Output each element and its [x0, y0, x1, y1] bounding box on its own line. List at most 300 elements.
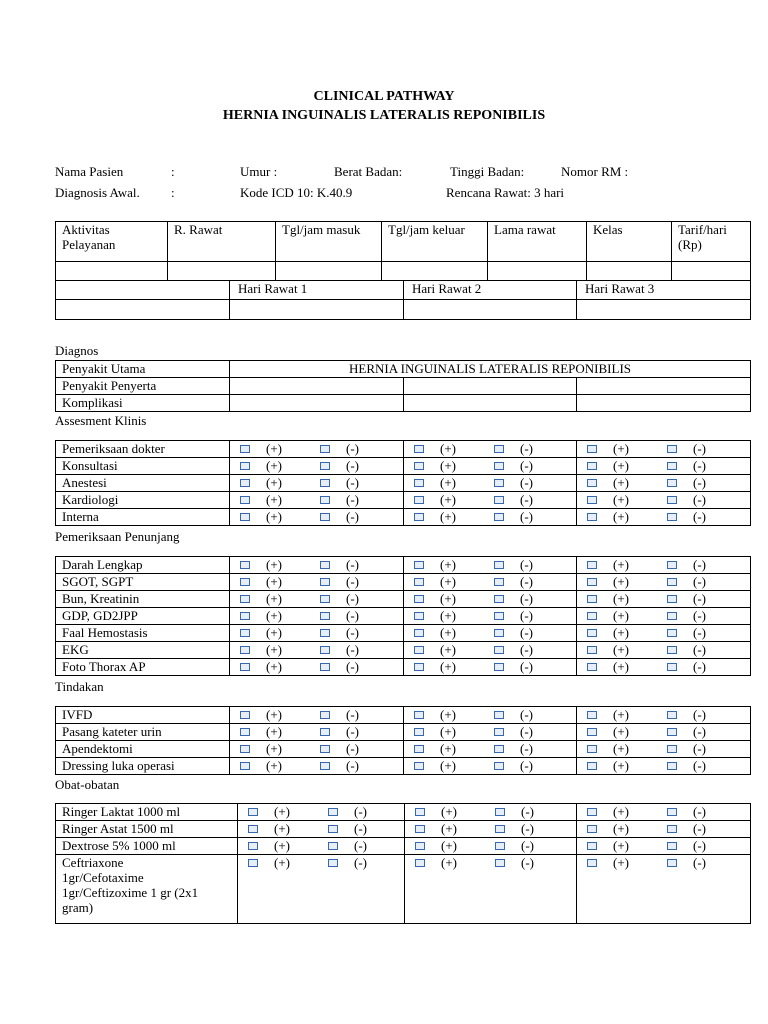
checkbox-positive[interactable]	[415, 842, 425, 850]
option-positive-label: (+)	[440, 707, 456, 722]
option-positive-label: (+)	[266, 574, 282, 589]
checkbox-positive[interactable]	[587, 496, 597, 504]
checkbox-negative[interactable]	[320, 578, 330, 586]
checkbox-negative[interactable]	[494, 578, 504, 586]
option-positive-label: (+)	[440, 492, 456, 507]
table-row	[56, 441, 751, 458]
table-row	[56, 741, 751, 758]
header-tarif: Tarif/hari (Rp)	[672, 222, 751, 262]
checkbox-positive[interactable]	[587, 612, 597, 620]
hari-rawat-2: Hari Rawat 2	[404, 281, 577, 300]
option-negative-label: (-)	[693, 458, 706, 473]
checkbox-positive[interactable]	[240, 711, 250, 719]
checkbox-negative[interactable]	[494, 646, 504, 654]
option-positive-label: (+)	[440, 441, 456, 456]
checkbox-positive[interactable]	[414, 595, 424, 603]
option-negative-label: (-)	[693, 758, 706, 773]
checkbox-positive[interactable]	[415, 808, 425, 816]
option-positive-label: (+)	[440, 659, 456, 674]
option-negative-label: (-)	[520, 492, 533, 507]
table-row	[56, 492, 751, 509]
row-label: Konsultasi	[56, 458, 230, 475]
option-positive-label: (+)	[613, 441, 629, 456]
checkbox-negative[interactable]	[328, 825, 338, 833]
option-cell	[577, 838, 751, 855]
checkbox-negative[interactable]	[494, 762, 504, 770]
checkbox-negative[interactable]	[667, 479, 677, 487]
option-cell	[238, 838, 405, 855]
option-cell	[230, 642, 404, 659]
option-negative-label: (-)	[521, 804, 534, 819]
checkbox-negative[interactable]	[667, 578, 677, 586]
checkbox-negative[interactable]	[320, 646, 330, 654]
checkbox-positive[interactable]	[587, 561, 597, 569]
checkbox-positive[interactable]	[587, 842, 597, 850]
option-positive-label: (+)	[613, 475, 629, 490]
penunjang-table	[55, 556, 751, 676]
table-row	[56, 625, 751, 642]
option-negative-label: (-)	[521, 838, 534, 853]
checkbox-negative[interactable]	[320, 629, 330, 637]
option-positive-label: (+)	[613, 724, 629, 739]
input-cell[interactable]	[230, 300, 404, 320]
checkbox-positive[interactable]	[240, 663, 250, 671]
option-positive-label: (+)	[441, 804, 457, 819]
diagnos-row-label: Penyakit Penyerta	[56, 378, 230, 395]
option-positive-label: (+)	[274, 821, 290, 836]
option-negative-label: (-)	[346, 659, 359, 674]
checkbox-negative[interactable]	[320, 612, 330, 620]
info-table	[55, 221, 751, 281]
option-cell	[577, 855, 751, 924]
option-cell	[230, 574, 404, 591]
checkbox-negative[interactable]	[495, 859, 505, 867]
option-positive-label: (+)	[441, 838, 457, 853]
checkbox-negative[interactable]	[494, 663, 504, 671]
checkbox-negative[interactable]	[320, 513, 330, 521]
checkbox-negative[interactable]	[667, 561, 677, 569]
checkbox-negative[interactable]	[328, 859, 338, 867]
option-positive-label: (+)	[440, 557, 456, 572]
table-row	[56, 475, 751, 492]
option-cell	[577, 608, 751, 625]
option-positive-label: (+)	[613, 855, 629, 870]
option-cell	[577, 804, 751, 821]
input-cell[interactable]	[672, 262, 751, 281]
option-positive-label: (+)	[266, 475, 282, 490]
checkbox-positive[interactable]	[587, 513, 597, 521]
header-kelas: Kelas	[587, 222, 672, 262]
tinggi-badan-label: Tinggi Badan:	[450, 164, 525, 179]
berat-badan-label: Berat Badan:	[334, 164, 403, 179]
option-negative-label: (-)	[520, 625, 533, 640]
checkbox-positive[interactable]	[587, 728, 597, 736]
option-positive-label: (+)	[613, 557, 629, 572]
colon: :	[171, 185, 175, 200]
checkbox-positive[interactable]	[240, 496, 250, 504]
option-positive-label: (+)	[440, 724, 456, 739]
row-label	[56, 855, 238, 924]
option-positive-label: (+)	[440, 642, 456, 657]
option-cell	[404, 707, 577, 724]
option-negative-label: (-)	[693, 591, 706, 606]
table-row	[56, 855, 751, 924]
row-label: EKG	[56, 642, 230, 659]
input-cell[interactable]	[404, 378, 577, 395]
checkbox-negative[interactable]	[667, 825, 677, 833]
option-negative-label: (-)	[346, 458, 359, 473]
input-cell[interactable]	[488, 262, 587, 281]
option-negative-label: (-)	[693, 724, 706, 739]
checkbox-negative[interactable]	[320, 462, 330, 470]
checkbox-positive[interactable]	[414, 513, 424, 521]
diagnos-row-label: Penyakit Utama	[56, 361, 230, 378]
header-aktivitas: Aktivitas Pelayanan	[56, 222, 168, 262]
checkbox-negative[interactable]	[494, 711, 504, 719]
option-negative-label: (-)	[521, 821, 534, 836]
option-negative-label: (-)	[346, 475, 359, 490]
checkbox-positive[interactable]	[240, 561, 250, 569]
option-cell	[577, 557, 751, 574]
checkbox-negative[interactable]	[494, 445, 504, 453]
option-positive-label: (+)	[440, 475, 456, 490]
option-positive-label: (+)	[440, 741, 456, 756]
checkbox-positive[interactable]	[415, 859, 425, 867]
option-cell	[404, 608, 577, 625]
option-cell	[404, 475, 577, 492]
input-cell[interactable]	[230, 395, 404, 412]
checkbox-negative[interactable]	[494, 629, 504, 637]
checkbox-negative[interactable]	[494, 745, 504, 753]
option-negative-label: (-)	[354, 855, 367, 870]
option-negative-label: (-)	[346, 509, 359, 524]
checkbox-negative[interactable]	[667, 595, 677, 603]
checkbox-negative[interactable]	[320, 745, 330, 753]
header-r-rawat: R. Rawat	[168, 222, 276, 262]
checkbox-positive[interactable]	[414, 646, 424, 654]
checkbox-negative[interactable]	[494, 479, 504, 487]
option-negative-label: (-)	[346, 741, 359, 756]
option-positive-label: (+)	[266, 625, 282, 640]
rencana-rawat-label: Rencana Rawat: 3 hari	[446, 185, 565, 200]
option-cell	[577, 492, 751, 509]
checkbox-positive[interactable]	[587, 462, 597, 470]
option-cell	[404, 758, 577, 775]
header-tgl-masuk: Tgl/jam masuk	[276, 222, 382, 262]
option-negative-label: (-)	[693, 557, 706, 572]
checkbox-positive[interactable]	[240, 479, 250, 487]
row-label-line: 1gr/Cefotaxime	[62, 870, 144, 885]
option-cell	[577, 659, 751, 676]
option-negative-label: (-)	[520, 557, 533, 572]
checkbox-negative[interactable]	[667, 808, 677, 816]
checkbox-negative[interactable]	[667, 496, 677, 504]
option-negative-label: (-)	[693, 509, 706, 524]
input-cell[interactable]	[276, 262, 382, 281]
checkbox-positive[interactable]	[587, 479, 597, 487]
checkbox-positive[interactable]	[240, 728, 250, 736]
checkbox-negative[interactable]	[320, 445, 330, 453]
checkbox-positive[interactable]	[414, 612, 424, 620]
checkbox-negative[interactable]	[320, 711, 330, 719]
tindakan-table	[55, 706, 751, 775]
option-negative-label: (-)	[354, 838, 367, 853]
checkbox-positive[interactable]	[240, 445, 250, 453]
option-negative-label: (-)	[346, 441, 359, 456]
checkbox-positive[interactable]	[248, 808, 258, 816]
checkbox-positive[interactable]	[240, 646, 250, 654]
option-positive-label: (+)	[266, 724, 282, 739]
checkbox-positive[interactable]	[414, 711, 424, 719]
option-positive-label: (+)	[266, 608, 282, 623]
checkbox-positive[interactable]	[240, 745, 250, 753]
checkbox-negative[interactable]	[667, 663, 677, 671]
checkbox-positive[interactable]	[240, 578, 250, 586]
checkbox-positive[interactable]	[587, 808, 597, 816]
option-cell	[577, 741, 751, 758]
option-positive-label: (+)	[266, 741, 282, 756]
table-row	[56, 574, 751, 591]
input-cell[interactable]	[404, 300, 577, 320]
input-cell[interactable]	[577, 300, 751, 320]
diagnos-table	[55, 360, 751, 412]
option-positive-label: (+)	[440, 608, 456, 623]
checkbox-negative[interactable]	[494, 612, 504, 620]
option-negative-label: (-)	[354, 821, 367, 836]
option-positive-label: (+)	[440, 591, 456, 606]
option-negative-label: (-)	[693, 475, 706, 490]
checkbox-positive[interactable]	[414, 663, 424, 671]
option-positive-label: (+)	[613, 458, 629, 473]
row-label: Anestesi	[56, 475, 230, 492]
option-positive-label: (+)	[274, 804, 290, 819]
input-cell[interactable]	[587, 262, 672, 281]
option-positive-label: (+)	[274, 838, 290, 853]
option-positive-label: (+)	[266, 659, 282, 674]
checkbox-positive[interactable]	[587, 445, 597, 453]
option-negative-label: (-)	[693, 838, 706, 853]
option-negative-label: (-)	[346, 608, 359, 623]
option-cell	[577, 458, 751, 475]
checkbox-negative[interactable]	[320, 595, 330, 603]
input-cell[interactable]	[404, 395, 577, 412]
option-negative-label: (-)	[693, 821, 706, 836]
section-obat-label: Obat-obatan	[55, 777, 120, 792]
input-cell[interactable]	[577, 395, 751, 412]
option-cell	[404, 741, 577, 758]
checkbox-positive[interactable]	[587, 578, 597, 586]
kode-icd-label: Kode ICD 10: K.40.9	[240, 185, 353, 200]
option-cell	[405, 855, 577, 924]
checkbox-positive[interactable]	[248, 825, 258, 833]
input-cell[interactable]	[577, 378, 751, 395]
input-cell[interactable]	[230, 378, 404, 395]
option-positive-label: (+)	[613, 659, 629, 674]
option-positive-label: (+)	[441, 821, 457, 836]
row-label: IVFD	[56, 707, 230, 724]
checkbox-positive[interactable]	[414, 762, 424, 770]
option-cell	[404, 642, 577, 659]
option-negative-label: (-)	[520, 707, 533, 722]
checkbox-positive[interactable]	[587, 595, 597, 603]
input-cell[interactable]	[56, 262, 168, 281]
option-cell	[238, 855, 405, 924]
checkbox-negative[interactable]	[667, 859, 677, 867]
checkbox-negative[interactable]	[495, 825, 505, 833]
checkbox-positive[interactable]	[414, 561, 424, 569]
option-cell	[405, 804, 577, 821]
checkbox-positive[interactable]	[414, 745, 424, 753]
option-negative-label: (-)	[693, 707, 706, 722]
umur-label: Umur :	[240, 164, 278, 179]
table-row	[56, 838, 751, 855]
diagnosis-awal-label: Diagnosis Awal.	[55, 185, 140, 200]
checkbox-positive[interactable]	[240, 513, 250, 521]
checkbox-positive[interactable]	[414, 479, 424, 487]
checkbox-positive[interactable]	[414, 578, 424, 586]
option-negative-label: (-)	[693, 642, 706, 657]
checkbox-negative[interactable]	[667, 728, 677, 736]
checkbox-positive[interactable]	[414, 629, 424, 637]
option-cell	[405, 821, 577, 838]
checkbox-negative[interactable]	[667, 762, 677, 770]
checkbox-negative[interactable]	[320, 561, 330, 569]
checkbox-positive[interactable]	[248, 842, 258, 850]
checkbox-negative[interactable]	[667, 646, 677, 654]
checkbox-positive[interactable]	[248, 859, 258, 867]
option-negative-label: (-)	[693, 741, 706, 756]
option-cell	[577, 574, 751, 591]
checkbox-negative[interactable]	[328, 842, 338, 850]
checkbox-negative[interactable]	[667, 445, 677, 453]
checkbox-negative[interactable]	[667, 711, 677, 719]
checkbox-negative[interactable]	[667, 745, 677, 753]
checkbox-positive[interactable]	[240, 462, 250, 470]
checkbox-negative[interactable]	[320, 762, 330, 770]
row-label: GDP, GD2JPP	[56, 608, 230, 625]
penyakit-utama-value: HERNIA INGUINALIS LATERALIS REPONIBILIS	[230, 361, 751, 378]
option-positive-label: (+)	[440, 509, 456, 524]
option-positive-label: (+)	[266, 642, 282, 657]
checkbox-positive[interactable]	[240, 629, 250, 637]
option-cell	[577, 724, 751, 741]
checkbox-negative[interactable]	[328, 808, 338, 816]
option-positive-label: (+)	[266, 591, 282, 606]
assesment-table	[55, 440, 751, 526]
table-row	[56, 659, 751, 676]
checkbox-negative[interactable]	[667, 462, 677, 470]
checkbox-negative[interactable]	[320, 728, 330, 736]
option-negative-label: (-)	[520, 441, 533, 456]
option-negative-label: (-)	[693, 659, 706, 674]
checkbox-negative[interactable]	[494, 595, 504, 603]
option-positive-label: (+)	[266, 509, 282, 524]
option-positive-label: (+)	[613, 492, 629, 507]
checkbox-negative[interactable]	[494, 496, 504, 504]
checkbox-positive[interactable]	[587, 711, 597, 719]
checkbox-positive[interactable]	[240, 612, 250, 620]
row-label: Dextrose 5% 1000 ml	[56, 838, 238, 855]
option-cell	[577, 758, 751, 775]
checkbox-positive[interactable]	[414, 445, 424, 453]
option-cell	[577, 475, 751, 492]
checkbox-negative[interactable]	[667, 513, 677, 521]
option-negative-label: (-)	[520, 659, 533, 674]
checkbox-negative[interactable]	[494, 561, 504, 569]
option-positive-label: (+)	[266, 758, 282, 773]
option-cell	[404, 724, 577, 741]
checkbox-negative[interactable]	[494, 513, 504, 521]
option-cell	[577, 441, 751, 458]
checkbox-negative[interactable]	[667, 842, 677, 850]
table-row	[56, 758, 751, 775]
header-lama-rawat: Lama rawat	[488, 222, 587, 262]
option-negative-label: (-)	[520, 724, 533, 739]
option-positive-label: (+)	[440, 758, 456, 773]
option-cell	[404, 509, 577, 526]
option-negative-label: (-)	[346, 707, 359, 722]
checkbox-positive[interactable]	[414, 728, 424, 736]
checkbox-positive[interactable]	[414, 462, 424, 470]
option-negative-label: (-)	[520, 509, 533, 524]
table-row	[56, 804, 751, 821]
table-row	[56, 821, 751, 838]
option-positive-label: (+)	[613, 758, 629, 773]
section-penunjang-label: Pemeriksaan Penunjang	[55, 529, 180, 544]
input-cell[interactable]	[56, 300, 230, 320]
checkbox-positive[interactable]	[587, 646, 597, 654]
checkbox-negative[interactable]	[320, 663, 330, 671]
checkbox-positive[interactable]	[587, 762, 597, 770]
row-label: Dressing luka operasi	[56, 758, 230, 775]
checkbox-positive[interactable]	[587, 629, 597, 637]
hari-rawat-3: Hari Rawat 3	[577, 281, 751, 300]
checkbox-positive[interactable]	[240, 762, 250, 770]
row-label: Ringer Astat 1500 ml	[56, 821, 238, 838]
checkbox-positive[interactable]	[415, 825, 425, 833]
input-cell[interactable]	[168, 262, 276, 281]
checkbox-negative[interactable]	[494, 462, 504, 470]
checkbox-positive[interactable]	[414, 496, 424, 504]
option-negative-label: (-)	[346, 574, 359, 589]
section-tindakan-label: Tindakan	[55, 679, 104, 694]
option-cell	[230, 458, 404, 475]
checkbox-positive[interactable]	[587, 825, 597, 833]
checkbox-positive[interactable]	[240, 595, 250, 603]
checkbox-negative[interactable]	[495, 808, 505, 816]
checkbox-negative[interactable]	[495, 842, 505, 850]
option-negative-label: (-)	[346, 492, 359, 507]
option-cell	[577, 509, 751, 526]
checkbox-negative[interactable]	[667, 612, 677, 620]
checkbox-negative[interactable]	[320, 479, 330, 487]
option-negative-label: (-)	[693, 492, 706, 507]
option-negative-label: (-)	[346, 625, 359, 640]
table-row	[56, 591, 751, 608]
checkbox-negative[interactable]	[494, 728, 504, 736]
option-cell	[230, 707, 404, 724]
checkbox-positive[interactable]	[587, 663, 597, 671]
colon: :	[171, 164, 175, 179]
option-cell	[230, 557, 404, 574]
checkbox-negative[interactable]	[667, 629, 677, 637]
checkbox-positive[interactable]	[587, 745, 597, 753]
option-negative-label: (-)	[354, 804, 367, 819]
checkbox-positive[interactable]	[587, 859, 597, 867]
input-cell[interactable]	[382, 262, 488, 281]
row-label: Pasang kateter urin	[56, 724, 230, 741]
checkbox-negative[interactable]	[320, 496, 330, 504]
